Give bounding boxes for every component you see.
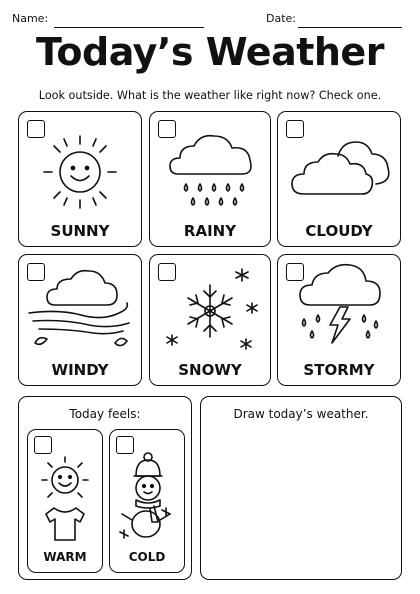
- today-feels-heading: Today feels:: [69, 407, 141, 421]
- date-line[interactable]: [298, 27, 402, 28]
- label-sunny: SUNNY: [50, 222, 110, 240]
- label-rainy: RAINY: [183, 222, 237, 240]
- instructions: Look outside. What is the weather like right now? Check one.: [38, 89, 382, 102]
- draw-heading: Draw today’s weather.: [233, 407, 369, 421]
- card-cloudy: [277, 111, 401, 247]
- card-snowy: [149, 254, 271, 386]
- draw-area[interactable]: [200, 396, 402, 580]
- card-windy: [18, 254, 142, 386]
- name-label: Name:: [12, 12, 49, 25]
- date-label: Date:: [266, 12, 296, 25]
- name-line[interactable]: [54, 27, 204, 28]
- card-cold: [109, 429, 185, 573]
- label-cloudy: CLOUDY: [305, 222, 373, 240]
- page-title: Today’s Weather: [36, 30, 384, 74]
- today-feels-panel: [18, 396, 192, 580]
- label-cold: COLD: [128, 550, 166, 564]
- label-stormy: STORMY: [303, 361, 375, 379]
- card-sunny: [18, 111, 142, 247]
- label-warm: WARM: [43, 550, 87, 564]
- label-snowy: SNOWY: [178, 361, 242, 379]
- card-stormy: [277, 254, 401, 386]
- card-warm: [27, 429, 103, 573]
- label-windy: WINDY: [51, 361, 109, 379]
- card-rainy: [149, 111, 271, 247]
